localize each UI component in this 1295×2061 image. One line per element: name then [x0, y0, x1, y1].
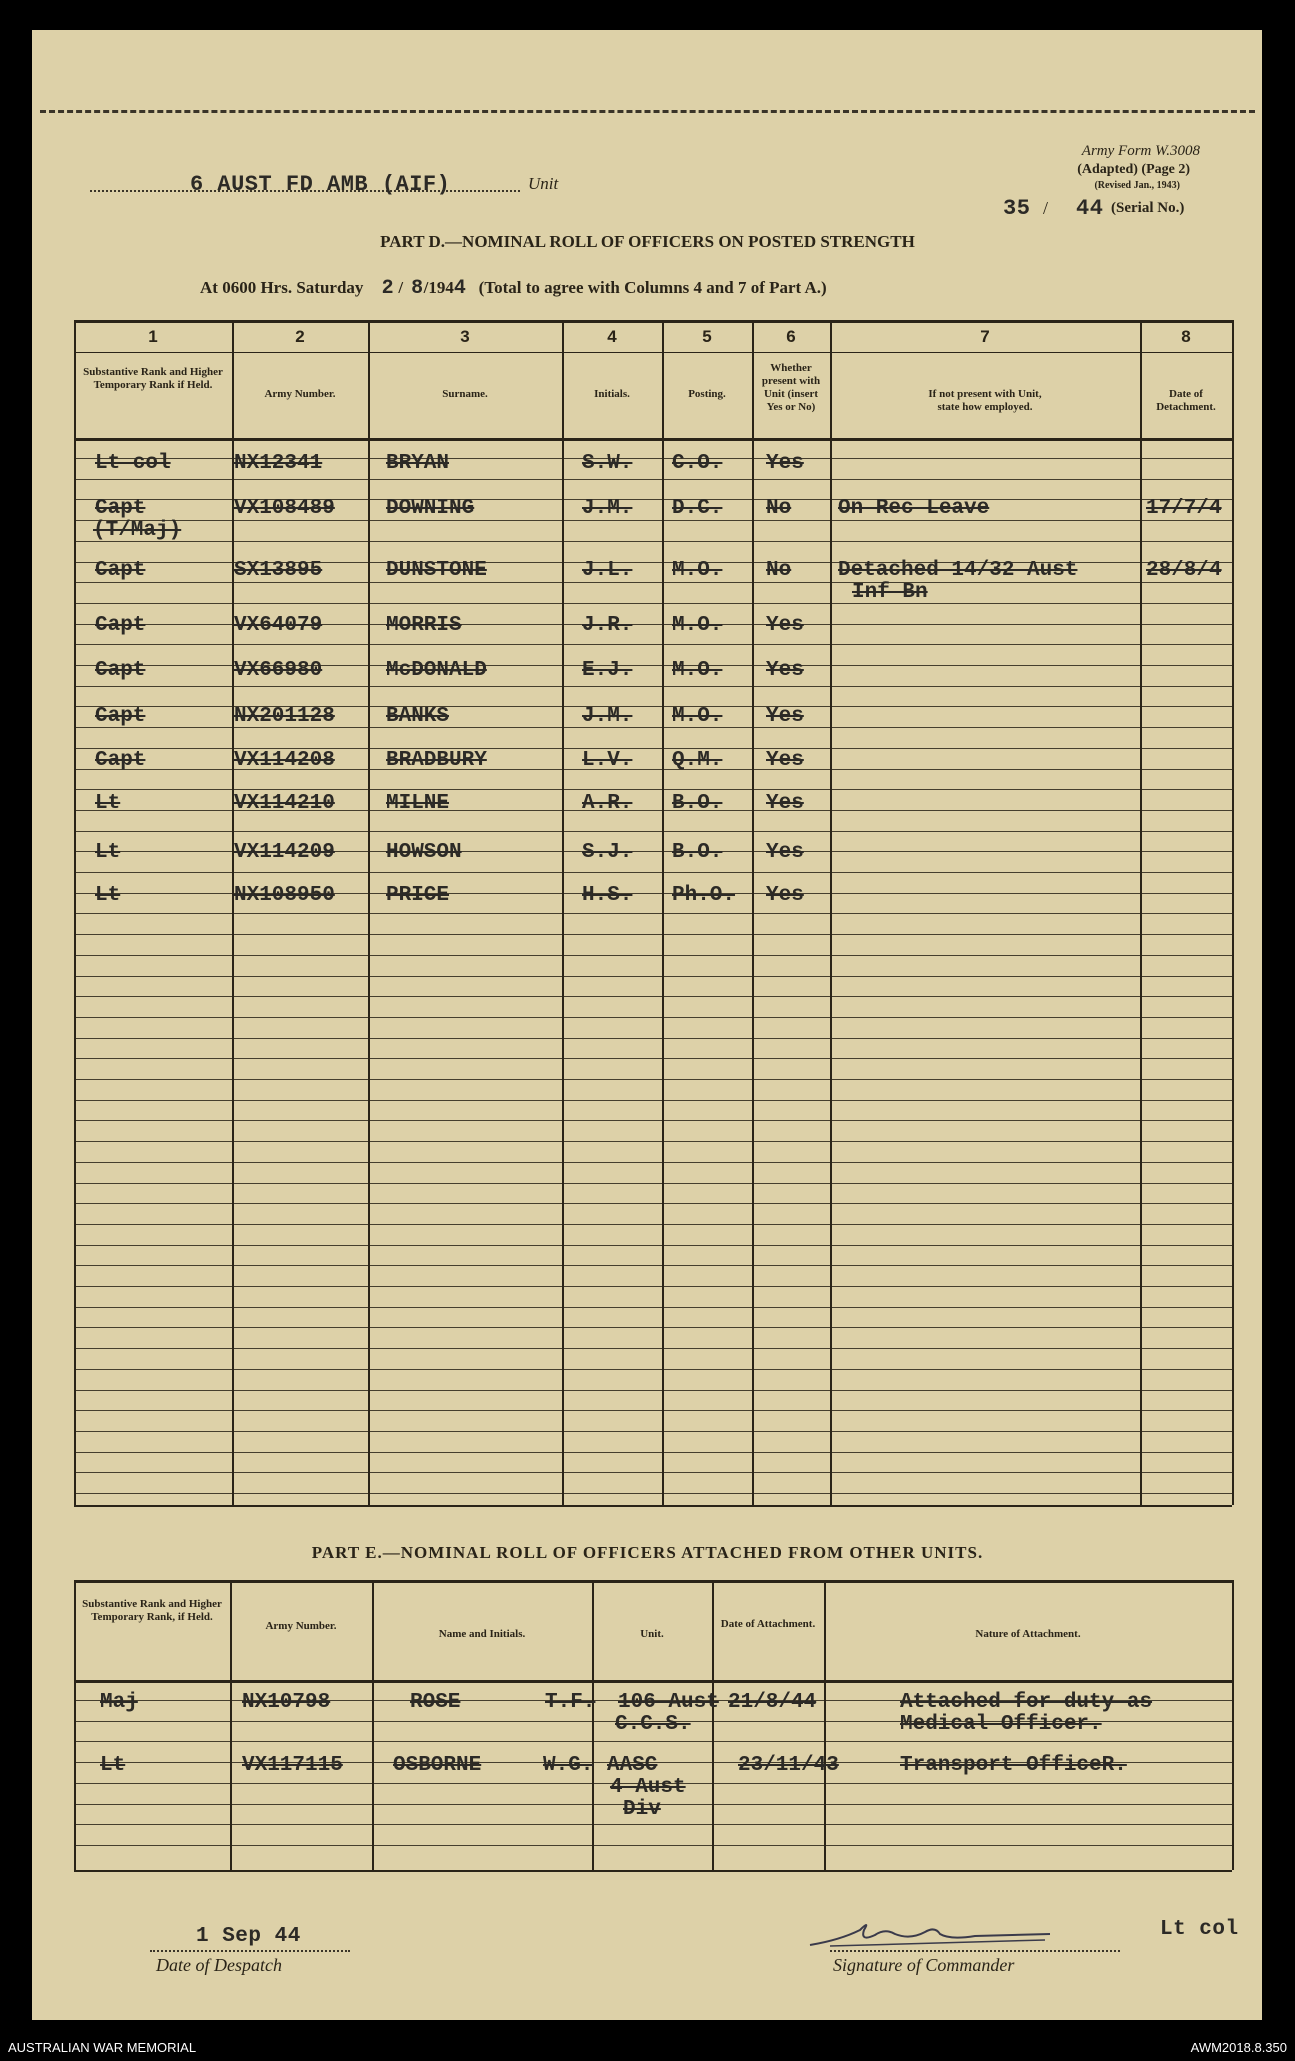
- form-id-line2: (Adapted) (Page 2): [1077, 162, 1190, 177]
- col-number: 2: [295, 327, 305, 346]
- e-row-army-number: VX117115: [242, 1754, 343, 1777]
- row-initials: J.M.: [582, 705, 633, 728]
- row-army-number: SX13895: [234, 559, 323, 582]
- e-row-rank: Maj: [100, 1691, 138, 1714]
- row-rule: [74, 1348, 1232, 1349]
- row-initials: A.R.: [582, 792, 633, 815]
- e-row-nature: Transport OfficeR.: [900, 1754, 1127, 1777]
- row-posting: M.O.: [672, 559, 723, 582]
- row-surname: HOWSON: [386, 841, 462, 864]
- row-rank: Lt: [95, 884, 121, 907]
- unit-label: Unit: [528, 174, 559, 193]
- row-rule: [74, 520, 1232, 521]
- row-rule: [74, 1017, 1232, 1018]
- despatch-underline: [150, 1950, 350, 1952]
- e-row-unit-2: C.C.S.: [615, 1713, 691, 1736]
- row-army-number: VX66980: [234, 659, 323, 682]
- e-row-unit: 106 Aust: [618, 1691, 719, 1714]
- part-e-col-header: Date of Attachment.: [720, 1618, 816, 1630]
- row-posting: D.C.: [672, 497, 723, 520]
- row-army-number: NX201128: [234, 705, 335, 728]
- form-id-line3: (Revised Jan., 1943): [1094, 180, 1180, 191]
- row-present: Yes: [766, 659, 804, 682]
- row-initials: L.V.: [582, 749, 633, 772]
- perforation-line: [40, 110, 1255, 113]
- row-initials: J.R.: [582, 614, 633, 637]
- row-army-number: VX114208: [234, 749, 335, 772]
- row-surname: PRICE: [386, 884, 450, 907]
- row-rule: [74, 934, 1232, 935]
- row-army-number: VX64079: [234, 614, 323, 637]
- row-surname: MORRIS: [386, 614, 462, 637]
- row-rule: [74, 789, 1232, 790]
- row-rule: [74, 1286, 1232, 1287]
- row-rule: [74, 1038, 1232, 1039]
- row-present: Yes: [766, 749, 804, 772]
- part-e-col-header: Unit.: [640, 1628, 664, 1640]
- footer-right: AWM2018.8.350: [1190, 2040, 1287, 2055]
- col-header: Substantive Rank and Higher Temporary Rank if Held.: [83, 366, 223, 391]
- date-day: 2: [381, 277, 395, 300]
- row-rule: [74, 1452, 1232, 1453]
- part-e-col-header: Name and Initials.: [438, 1628, 526, 1640]
- row-rule: [74, 644, 1232, 645]
- row-surname: DUNSTONE: [386, 559, 487, 582]
- e-row-unit: AASC: [607, 1754, 658, 1777]
- row-surname: BRADBURY: [386, 749, 487, 772]
- row-rule: [74, 1265, 1232, 1266]
- commander-signature: [800, 1900, 1060, 1955]
- row-rule: [74, 872, 1232, 873]
- row-detach-date: 17/7/4: [1146, 498, 1222, 520]
- row-rank: Capt: [95, 614, 146, 637]
- row-posting: M.O.: [672, 705, 723, 728]
- col-number: 7: [980, 327, 990, 346]
- date-year-digit: 4: [453, 277, 467, 300]
- row-initials: S.J.: [582, 841, 633, 864]
- e-row-name: OSBORNE: [393, 1754, 482, 1777]
- row-initials: E.J.: [582, 659, 633, 682]
- col-number: 6: [786, 327, 796, 346]
- row-posting: M.O.: [672, 659, 723, 682]
- row-rule: [74, 1431, 1232, 1432]
- part-e-col-header: Nature of Attachment.: [975, 1628, 1081, 1640]
- row-rule: [74, 913, 1232, 914]
- part-e-column-rule: [1232, 1580, 1234, 1870]
- date-suffix: (Total to agree with Columns 4 and 7 of Part A.): [478, 278, 827, 297]
- column-rule: [1232, 320, 1234, 1505]
- row-present: Yes: [766, 705, 804, 728]
- col-header: Posting.: [688, 388, 726, 400]
- part-e-row-rule: [74, 1741, 1232, 1742]
- col-number: 3: [460, 327, 470, 346]
- form-id-line1: Army Form W.3008: [1081, 143, 1200, 159]
- row-rule: [74, 1203, 1232, 1204]
- part-e-column-rule: [592, 1580, 594, 1870]
- row-rule: [74, 1493, 1232, 1494]
- part-d-date-line: At 0600 Hrs. Saturday 2 / 8/1944 (Total to agree with Columns 4 and 7 of Part A.): [200, 277, 827, 300]
- part-e-column-rule: [372, 1580, 374, 1870]
- serial-slash: /: [1043, 198, 1049, 218]
- row-rank-temp: (T/Maj): [93, 519, 182, 542]
- row-rule: [74, 582, 1232, 583]
- table-bottom-border: [74, 1505, 1232, 1507]
- e-row-initials: T.F.: [545, 1691, 596, 1714]
- row-posting: Ph.O.: [672, 884, 736, 907]
- row-rank: Capt: [95, 559, 146, 582]
- row-rule: [74, 955, 1232, 956]
- part-e-column-rule: [74, 1580, 76, 1870]
- row-employed: On Rec Leave: [838, 497, 990, 520]
- row-army-number: VX114209: [234, 841, 335, 864]
- commander-rank: Lt col: [1160, 1918, 1239, 1941]
- row-rule: [74, 686, 1232, 687]
- part-e-row-rule: [74, 1845, 1232, 1846]
- part-e-row-rule: [74, 1824, 1232, 1825]
- row-rank: Capt: [95, 705, 146, 728]
- serial-num1: 35: [1003, 196, 1031, 221]
- row-initials: S.W.: [582, 452, 633, 475]
- row-posting: Q.M.: [672, 749, 723, 772]
- row-surname: McDONALD: [386, 659, 487, 682]
- row-rule: [74, 831, 1232, 832]
- row-present: Yes: [766, 884, 804, 907]
- row-present: Yes: [766, 792, 804, 815]
- signature-label: Signature of Commander: [833, 1955, 1015, 1975]
- row-army-number: NX12341: [234, 452, 323, 475]
- e-row-army-number: NX10798: [242, 1691, 331, 1714]
- row-initials: H.S.: [582, 884, 633, 907]
- part-e-column-rule: [824, 1580, 826, 1870]
- row-army-number: VX108489: [234, 497, 335, 520]
- row-rule: [74, 1390, 1232, 1391]
- row-detach-date: 28/8/4: [1146, 560, 1222, 582]
- row-posting: C.O.: [672, 452, 723, 475]
- row-employed-2: Inf Bn: [852, 581, 928, 604]
- despatch-label: Date of Despatch: [156, 1955, 282, 1975]
- row-rule: [74, 1079, 1232, 1080]
- row-present: No: [766, 559, 792, 582]
- row-rule: [74, 603, 1232, 604]
- row-present: Yes: [766, 841, 804, 864]
- row-army-number: VX114210: [234, 792, 335, 815]
- row-rank: Lt: [95, 841, 121, 864]
- e-row-nature: Attached for duty as: [900, 1691, 1153, 1714]
- row-present: Yes: [766, 452, 804, 475]
- row-surname: BRYAN: [386, 452, 450, 475]
- date-year-prefix: /194: [423, 278, 454, 297]
- row-posting: M.O.: [672, 614, 723, 637]
- col-number: 1: [148, 327, 158, 346]
- col-number: 8: [1181, 327, 1191, 346]
- part-e-header-bottom: [74, 1680, 1232, 1683]
- row-surname: MILNE: [386, 792, 450, 815]
- row-rule: [74, 541, 1232, 542]
- row-rule: [74, 1327, 1232, 1328]
- row-surname: BANKS: [386, 705, 450, 728]
- row-rank: Capt: [95, 497, 146, 520]
- date-month: 8: [411, 277, 424, 300]
- part-e-col-header: Substantive Rank and Higher Temporary Rank, if Held.: [82, 1598, 222, 1623]
- row-rule: [74, 1224, 1232, 1225]
- col-number-divider: [74, 352, 1232, 353]
- table-top-border: [74, 320, 1232, 323]
- unit-value: 6 AUST FD AMB (AIF): [190, 172, 451, 197]
- footer-left: AUSTRALIAN WAR MEMORIAL: [8, 2040, 197, 2055]
- row-rule: [74, 1058, 1232, 1059]
- col-header: Whether present with Unit (insert Yes or No): [761, 362, 821, 413]
- part-e-top-border: [74, 1580, 1232, 1583]
- row-present: No: [766, 497, 792, 520]
- row-rule: [74, 976, 1232, 977]
- date-prefix: At 0600 Hrs. Saturday: [200, 278, 364, 297]
- e-row-date: 23/11/43: [738, 1754, 839, 1777]
- part-e-column-rule: [712, 1580, 714, 1870]
- col-header: Initials.: [594, 388, 630, 400]
- e-row-unit-2: 4 Aust: [610, 1776, 686, 1799]
- row-rank: Lt: [95, 792, 121, 815]
- row-rule: [74, 1141, 1232, 1142]
- col-header: Date of Detachment.: [1156, 388, 1216, 413]
- row-present: Yes: [766, 614, 804, 637]
- part-e-col-header: Army Number.: [265, 1620, 337, 1632]
- row-initials: J.L.: [582, 559, 633, 582]
- header-bottom-border: [74, 438, 1232, 441]
- part-e-title: PART E.—NOMINAL ROLL OF OFFICERS ATTACHED FROM OTHER UNITS.: [311, 1543, 984, 1562]
- e-row-initials: W.G.: [543, 1754, 594, 1777]
- e-row-date: 21/8/44: [728, 1691, 817, 1714]
- e-row-name: ROSE: [410, 1691, 461, 1714]
- e-row-rank: Lt: [100, 1754, 126, 1777]
- row-rank: Capt: [95, 659, 146, 682]
- row-employed: Detached 14/32 Aust: [838, 559, 1078, 582]
- col-header: Surname.: [442, 388, 488, 400]
- row-rule: [74, 1183, 1232, 1184]
- e-row-nature-2: Medical Officer.: [900, 1713, 1102, 1736]
- col-number: 5: [702, 327, 712, 346]
- row-surname: DOWNING: [386, 497, 475, 520]
- serial-label: (Serial No.): [1111, 200, 1185, 216]
- col-header: Army Number.: [264, 388, 336, 400]
- row-rule: [74, 1245, 1232, 1246]
- row-rule: [74, 1162, 1232, 1163]
- row-rule: [74, 479, 1232, 480]
- row-army-number: NX108950: [234, 884, 335, 907]
- part-e-bottom-border: [74, 1870, 1232, 1872]
- row-initials: J.M.: [582, 497, 633, 520]
- part-d-title: PART D.—NOMINAL ROLL OF OFFICERS ON POSTED STRENGTH: [380, 232, 915, 251]
- row-rule: [74, 1307, 1232, 1308]
- row-rank: Capt: [95, 749, 146, 772]
- col-header: If not present with Unit, state how employed.: [928, 388, 1042, 413]
- despatch-value: 1 Sep 44: [196, 1925, 301, 1948]
- row-rule: [74, 1410, 1232, 1411]
- row-rule: [74, 1100, 1232, 1101]
- part-e-column-rule: [230, 1580, 232, 1870]
- row-posting: B.O.: [672, 841, 723, 864]
- row-rule: [74, 1120, 1232, 1121]
- serial-num2: 44: [1076, 196, 1104, 221]
- e-row-unit-3: Div: [623, 1798, 661, 1821]
- row-rule: [74, 996, 1232, 997]
- row-rank: Lt col: [95, 452, 171, 475]
- row-posting: B.O.: [672, 792, 723, 815]
- col-number: 4: [607, 327, 617, 346]
- row-rule: [74, 1369, 1232, 1370]
- row-rule: [74, 1472, 1232, 1473]
